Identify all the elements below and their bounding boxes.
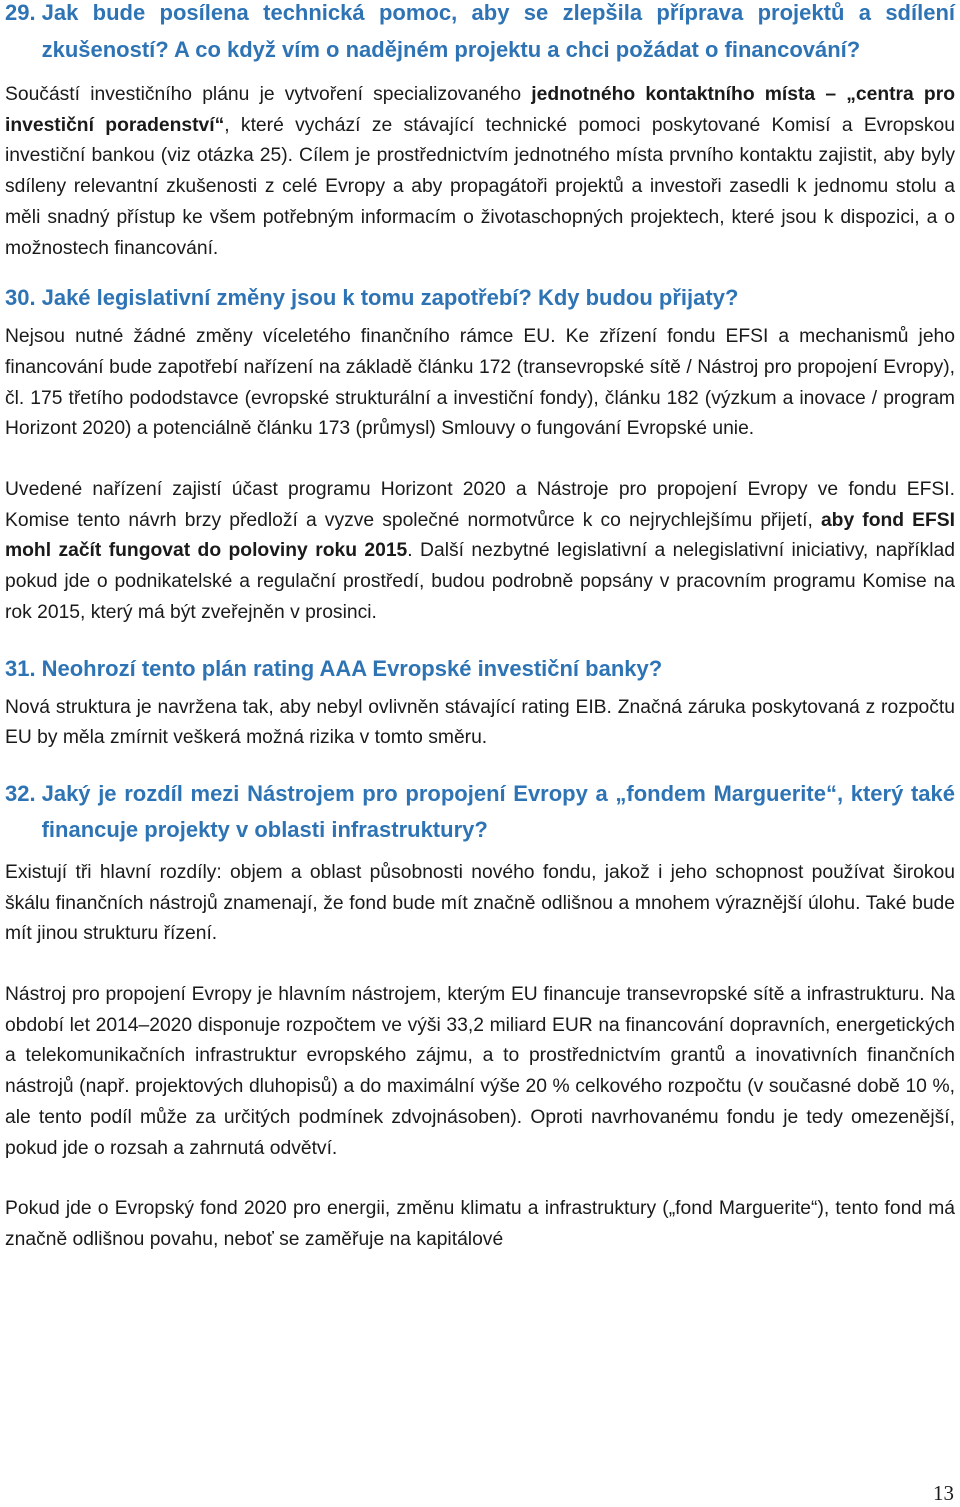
answer-32-paragraph-3: Pokud jde o Evropský fond 2020 pro energii, změnu klimatu a infrastruktury („fond Marguerite“), tento fond má značně odlišnou povahu, neboť se zaměřuje na kapitálové [5,1198,955,1250]
question-29-heading [5,0,955,68]
answer-32-paragraph-1: Existují tři hlavní rozdíly: objem a oblast působnosti nového fondu, jakož i jeho schopnost používat širokou škálu finančních nástrojů znamenají, že fond bude mít značně odlišnou a mnohem výraznější úlohu. Také bude mít jinou strukturu řízení. [5,861,955,945]
question-title: Jak bude posílena technická pomoc, aby se zlepšila příprava projektů a sdílení zkušeností? A co když vím o nadějném projektu a chci požádat o financování? [41,0,955,62]
question-number: 32. [5,780,36,806]
page-number: 13 [933,1481,954,1505]
question-title: Jaké legislativní změny jsou k tomu zapotřebí? Kdy budou přijaty? [41,285,739,311]
answer-29-paragraph-1: Součástí investičního plánu je vytvoření specializovaného jednotného kontaktního místa – „centra pro investiční poradenství“, které vychází ze stávající technické pomoci poskytované Komisí a Evropskou investiční bankou (viz otázka 25). Cílem je prostřednictvím jednotného místa prvního kontaktu zajistit, aby byly sdíleny relevantní zkušenosti z celé Evropy a aby propagátoři projektů a investoři zasedli k jednomu stolu a měli snadný přístup ke všem potřebným informacím o životaschopných projektech, které jsou k dispozici, a o možnostech financování. [5,84,955,259]
question-number: 29. [5,0,36,25]
answer-30-paragraph-1: Nejsou nutné žádné změny víceletého finančního rámce EU. Ke zřízení fondu EFSI a mechanismů jeho financování bude zapotřebí nařízení na základě článku 172 (transevropské sítě / Nástroj pro propojení Evropy), čl. 175 třetího pododstavce (evropské strukturální a investiční fondy), článku 182 (výzkum a inovace / program Horizont 2020) a potenciálně článku 173 (průmysl) Smlouvy o fungování Evropské unie. [5,326,955,440]
question-number: 31. [5,655,36,681]
bold-emphasis: jednotného kontaktního místa – „centra pro investiční poradenství“ [5,84,955,136]
answer-32-paragraph-2: Nástroj pro propojení Evropy je hlavním nástrojem, kterým EU financuje transevropské sítě a infrastrukturu. Na období let 2014–2020 disponuje rozpočtem ve výši 33,2 miliard EUR na financování dopravních, energetických a telekomunikačních infrastruktur evropského zájmu, a to prostřednictvím grantů a inovativních finančních nástrojů (např. projektových dluhopisů) a do maximální výše 20 % celkového rozpočtu (v současné době 10 %, ale tento podíl může za určitých podmínek zdvojnásoben). Oproti navrhovanému fondu je tedy omezenější, pokud jde o rozsah a zahrnutá odvětví. [5,984,955,1159]
document-page [5,0,955,1256]
question-title: Jaký je rozdíl mezi Nástrojem pro propojení Evropy a „fondem Marguerite“, který také financuje projekty v oblasti infrastruktury? [41,780,955,842]
question-32-heading [5,776,955,848]
bold-emphasis: aby fond EFSI mohl začít fungovat do poloviny roku 2015 [5,509,955,562]
question-number: 30. [5,285,36,311]
answer-30-paragraph-2: Uvedené nařízení zajistí účast programu Horizont 2020 a Nástroje pro propojení Evropy ve fondu EFSI. Komise tento návrh brzy předloží a vyzve společné normotvůrce k co nejrychlejšímu přijetí, aby fond EFSI mohl začít fungovat do poloviny roku 2015. Další nezbytné legislativní a nelegislativní iniciativy, například pokud jde o podnikatelské a regulační prostředí, budou podrobně popsány v pracovním programu Komise na rok 2015, který má být zveřejněn v prosinci. [5,479,956,623]
question-31-heading [5,651,955,687]
question-title: Neohrozí tento plán rating AAA Evropské investiční banky? [41,655,663,681]
answer-31-paragraph-1: Nová struktura je navržena tak, aby nebyl ovlivněn stávající rating EIB. Značná záruka poskytovaná z rozpočtu EU by měla zmírnit veškerá možná rizika v tomto směru. [5,696,955,749]
question-30-heading [5,280,955,316]
